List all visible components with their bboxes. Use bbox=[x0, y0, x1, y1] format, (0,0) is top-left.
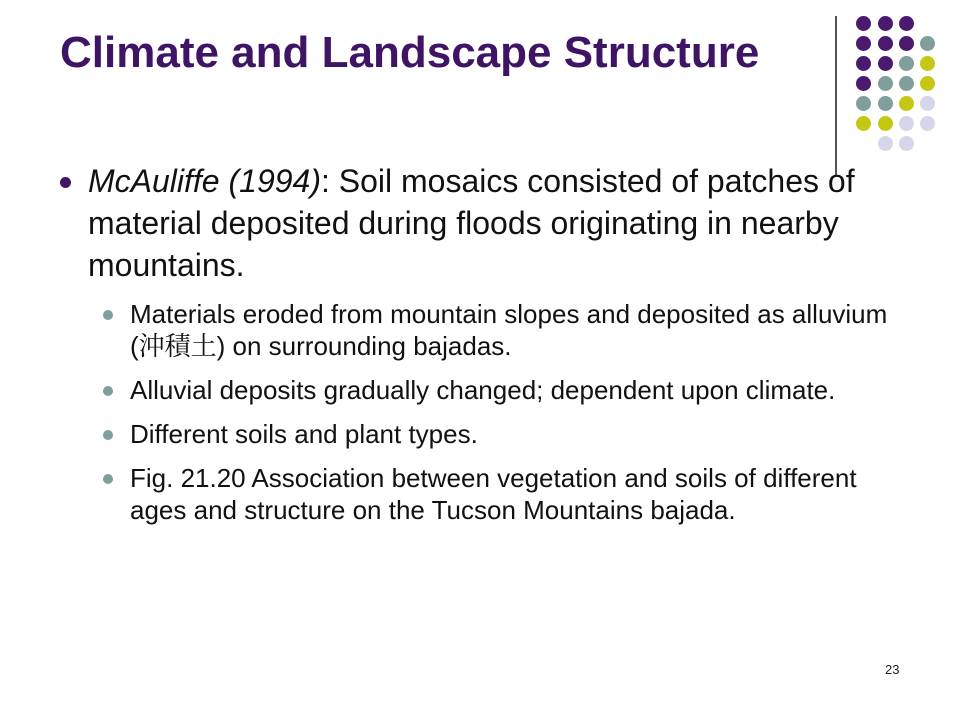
decor-dot bbox=[899, 116, 914, 131]
sub-bullet-text: Materials eroded from mountain slopes and deposited as alluvium (沖積土) on surrounding bajadas. bbox=[130, 299, 888, 361]
bullet-dot-icon bbox=[103, 430, 113, 440]
decor-dot bbox=[878, 16, 893, 31]
slide-body bbox=[60, 160, 888, 526]
decor-dot bbox=[856, 36, 871, 51]
decor-dot bbox=[856, 116, 871, 131]
sub-bullet-text: Alluvial deposits gradually changed; dependent upon climate. bbox=[130, 375, 836, 405]
bullet-dot-icon bbox=[60, 177, 71, 188]
page-number: 23 bbox=[885, 662, 900, 677]
bullet-dot-icon bbox=[103, 386, 113, 396]
decor-dot bbox=[856, 16, 871, 31]
decor-dot bbox=[878, 36, 893, 51]
sub-bullet bbox=[60, 298, 920, 362]
decor-dot bbox=[899, 76, 914, 91]
decor-dot bbox=[920, 116, 935, 131]
bullet-main-text: : Soil mosaics consisted of patches of material deposited during floods originating in nearby mountains. bbox=[88, 163, 855, 283]
sub-bullet bbox=[60, 374, 920, 406]
decor-dot bbox=[856, 96, 871, 111]
bullet-main bbox=[60, 160, 860, 286]
citation-text: McAuliffe (1994) bbox=[88, 163, 321, 199]
divider-line bbox=[835, 16, 837, 176]
decor-dot bbox=[920, 36, 935, 51]
decor-dot bbox=[899, 56, 914, 71]
decor-dot bbox=[878, 96, 893, 111]
decor-dot bbox=[899, 136, 914, 151]
sub-bullet-text: Fig. 21.20 Association between vegetation and soils of different ages and structure on the Tucson Mountains bajada. bbox=[130, 463, 857, 525]
decor-dot bbox=[899, 16, 914, 31]
decor-dot bbox=[878, 116, 893, 131]
decor-dot bbox=[856, 56, 871, 71]
decor-dot bbox=[856, 76, 871, 91]
decor-dot bbox=[920, 96, 935, 111]
decor-dot bbox=[920, 76, 935, 91]
sub-bullet bbox=[60, 462, 920, 526]
slide-title: Climate and Landscape Structure bbox=[60, 28, 760, 77]
bullet-dot-icon bbox=[103, 474, 113, 484]
sub-bullet-text: Different soils and plant types. bbox=[130, 419, 478, 449]
decor-dot bbox=[899, 36, 914, 51]
bullet-dot-icon bbox=[103, 310, 113, 320]
sub-bullet bbox=[60, 418, 920, 450]
decor-dot bbox=[878, 76, 893, 91]
decor-dot bbox=[878, 136, 893, 151]
decor-dot bbox=[920, 56, 935, 71]
decor-dot bbox=[899, 96, 914, 111]
decor-dot bbox=[878, 56, 893, 71]
